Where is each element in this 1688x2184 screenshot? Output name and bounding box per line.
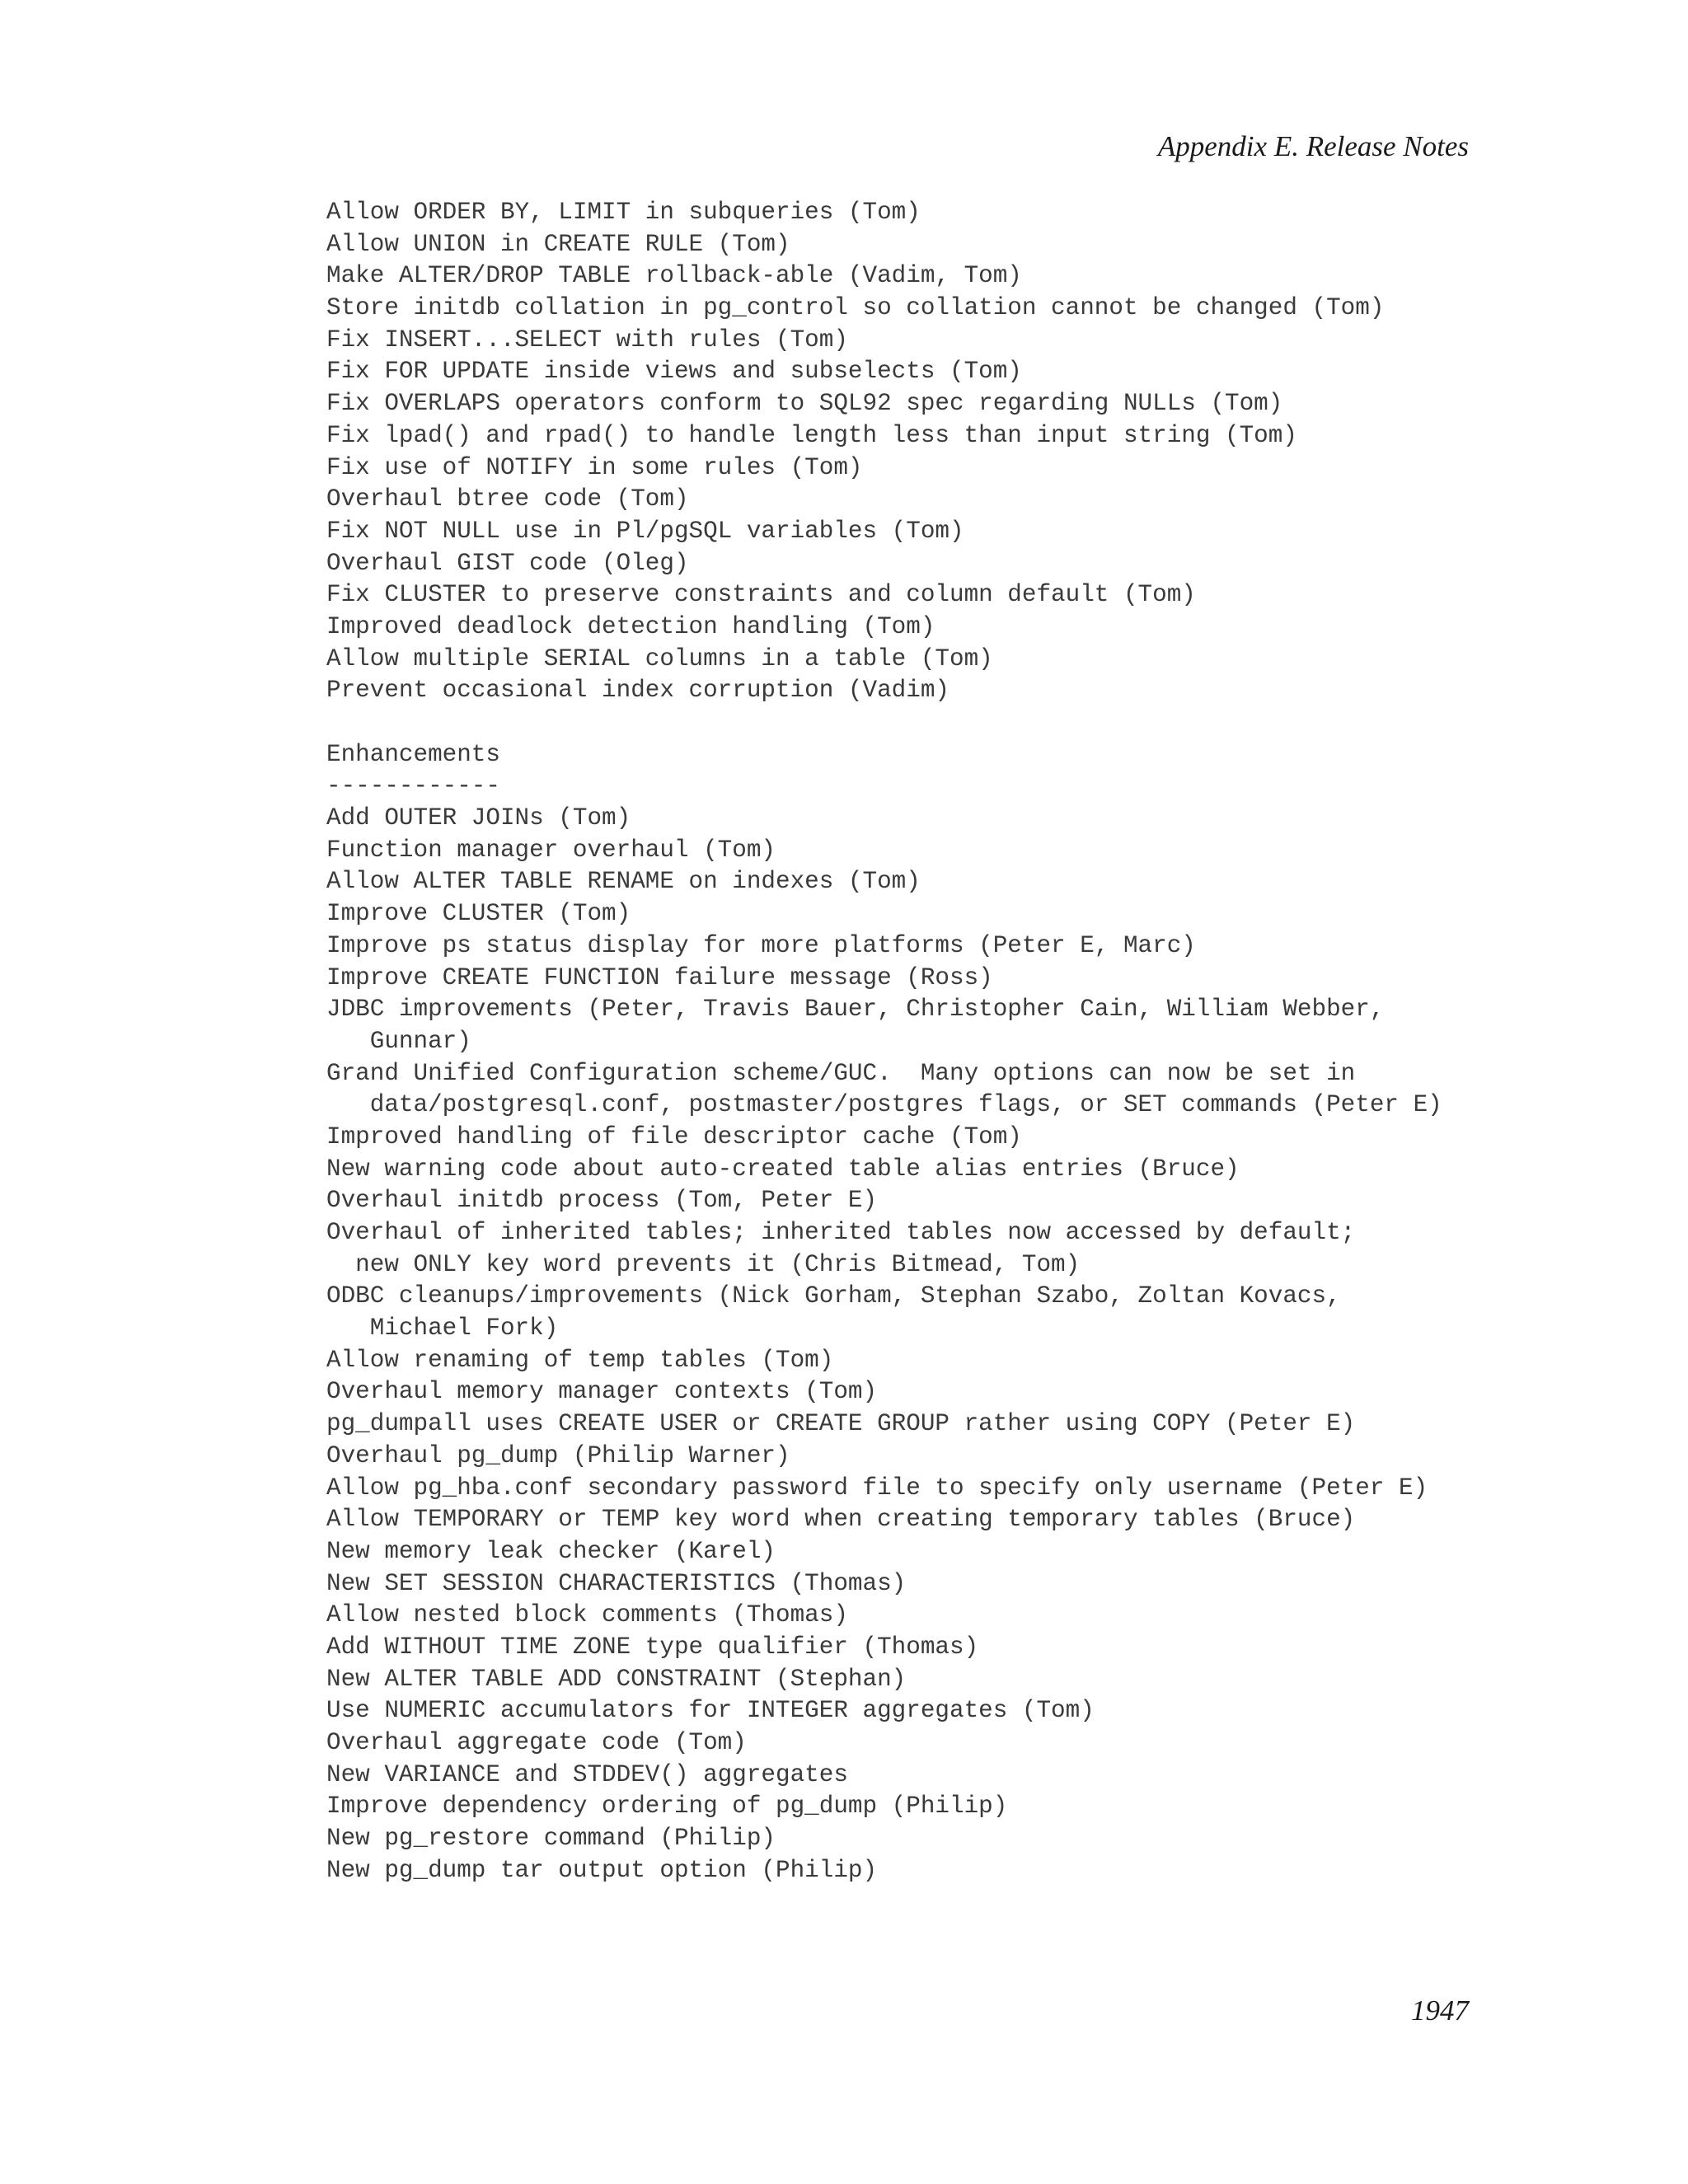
release-note-line: Grand Unified Configuration scheme/GUC. Many options can now be set in bbox=[326, 1059, 1356, 1087]
release-note-line: New pg_dump tar output option (Philip) bbox=[326, 1856, 878, 1884]
release-note-line: pg_dumpall uses CREATE USER or CREATE GROUP rather using COPY (Peter E) bbox=[326, 1410, 1356, 1438]
release-note-line: Fix CLUSTER to preserve constraints and column default (Tom) bbox=[326, 581, 1196, 609]
release-note-line: Overhaul initdb process (Tom, Peter E) bbox=[326, 1187, 878, 1215]
release-note-line: Improve dependency ordering of pg_dump (Philip) bbox=[326, 1793, 1008, 1821]
release-note-line: Allow pg_hba.conf secondary password file to specify only username (Peter E) bbox=[326, 1474, 1428, 1502]
page-number: 1947 bbox=[1411, 1994, 1469, 2027]
release-note-line: Overhaul memory manager contexts (Tom) bbox=[326, 1378, 878, 1406]
release-note-line: Allow renaming of temp tables (Tom) bbox=[326, 1346, 834, 1374]
section-underline: ------------ bbox=[326, 772, 500, 800]
release-note-line: Make ALTER/DROP TABLE rollback-able (Vadim, Tom) bbox=[326, 262, 1022, 290]
release-note-line: Fix OVERLAPS operators conform to SQL92 spec regarding NULLs (Tom) bbox=[326, 390, 1283, 418]
release-note-line: Improve ps status display for more platforms (Peter E, Marc) bbox=[326, 931, 1196, 959]
release-note-line: Improve CLUSTER (Tom) bbox=[326, 900, 631, 928]
release-note-line: Use NUMERIC accumulators for INTEGER aggregates (Tom) bbox=[326, 1697, 1095, 1725]
release-note-line: New pg_restore command (Philip) bbox=[326, 1825, 776, 1853]
release-note-line: Improved handling of file descriptor cache (Tom) bbox=[326, 1122, 1022, 1151]
release-note-line: Store initdb collation in pg_control so collation cannot be changed (Tom) bbox=[326, 294, 1385, 322]
release-note-line: New SET SESSION CHARACTERISTICS (Thomas) bbox=[326, 1569, 907, 1597]
blank-line bbox=[326, 707, 1442, 739]
release-note-line: Prevent occasional index corruption (Vadim) bbox=[326, 677, 950, 705]
section-heading-enhancements: Enhancements bbox=[326, 740, 500, 768]
release-note-line: Fix use of NOTIFY in some rules (Tom) bbox=[326, 453, 863, 481]
release-note-line: JDBC improvements (Peter, Travis Bauer, Christopher Cain, William Webber, bbox=[326, 996, 1385, 1024]
release-note-line: Allow multiple SERIAL columns in a table (Tom) bbox=[326, 644, 993, 673]
release-note-line: Add WITHOUT TIME ZONE type qualifier (Thomas) bbox=[326, 1633, 979, 1661]
release-note-line: Function manager overhaul (Tom) bbox=[326, 836, 776, 864]
release-note-line: Michael Fork) bbox=[326, 1315, 559, 1343]
release-note-line: Allow ORDER BY, LIMIT in subqueries (Tom) bbox=[326, 199, 921, 226]
release-note-line: ODBC cleanups/improvements (Nick Gorham, Stephan Szabo, Zoltan Kovacs, bbox=[326, 1282, 1341, 1310]
release-note-line: Allow TEMPORARY or TEMP key word when creating temporary tables (Bruce) bbox=[326, 1506, 1356, 1534]
release-note-line: Allow UNION in CREATE RULE (Tom) bbox=[326, 230, 790, 258]
release-note-line: Overhaul aggregate code (Tom) bbox=[326, 1729, 747, 1756]
release-note-line: Fix INSERT...SELECT with rules (Tom) bbox=[326, 326, 848, 354]
release-note-line: new ONLY key word prevents it (Chris Bitmead, Tom) bbox=[326, 1250, 1081, 1278]
release-notes-body bbox=[326, 197, 1442, 1886]
release-note-line: Overhaul GIST code (Oleg) bbox=[326, 549, 689, 577]
release-note-line: Overhaul btree code (Tom) bbox=[326, 485, 689, 513]
release-note-line: Fix lpad() and rpad() to handle length less than input string (Tom) bbox=[326, 421, 1297, 449]
release-note-line: Allow ALTER TABLE RENAME on indexes (Tom) bbox=[326, 868, 921, 896]
release-note-line: New warning code about auto-created table alias entries (Bruce) bbox=[326, 1155, 1240, 1183]
release-note-line: New memory leak checker (Karel) bbox=[326, 1537, 776, 1565]
running-header: Appendix E. Release Notes bbox=[1157, 130, 1469, 162]
release-note-line: data/postgresql.conf, postmaster/postgres flags, or SET commands (Peter E) bbox=[326, 1091, 1442, 1119]
release-note-line: Improve CREATE FUNCTION failure message (Ross) bbox=[326, 963, 993, 991]
release-note-line: New ALTER TABLE ADD CONSTRAINT (Stephan) bbox=[326, 1665, 907, 1693]
release-note-line: Fix FOR UPDATE inside views and subselects (Tom) bbox=[326, 358, 1022, 386]
release-note-line: Gunnar) bbox=[326, 1027, 471, 1055]
release-note-line: Overhaul of inherited tables; inherited tables now accessed by default; bbox=[326, 1219, 1356, 1246]
release-note-line: Add OUTER JOINs (Tom) bbox=[326, 804, 631, 832]
release-note-line: New VARIANCE and STDDEV() aggregates bbox=[326, 1760, 848, 1788]
release-note-line: Improved deadlock detection handling (Tom) bbox=[326, 612, 935, 640]
release-note-line: Allow nested block comments (Thomas) bbox=[326, 1601, 848, 1629]
release-note-line: Fix NOT NULL use in Pl/pgSQL variables (Tom) bbox=[326, 517, 964, 545]
release-note-line: Overhaul pg_dump (Philip Warner) bbox=[326, 1441, 790, 1469]
